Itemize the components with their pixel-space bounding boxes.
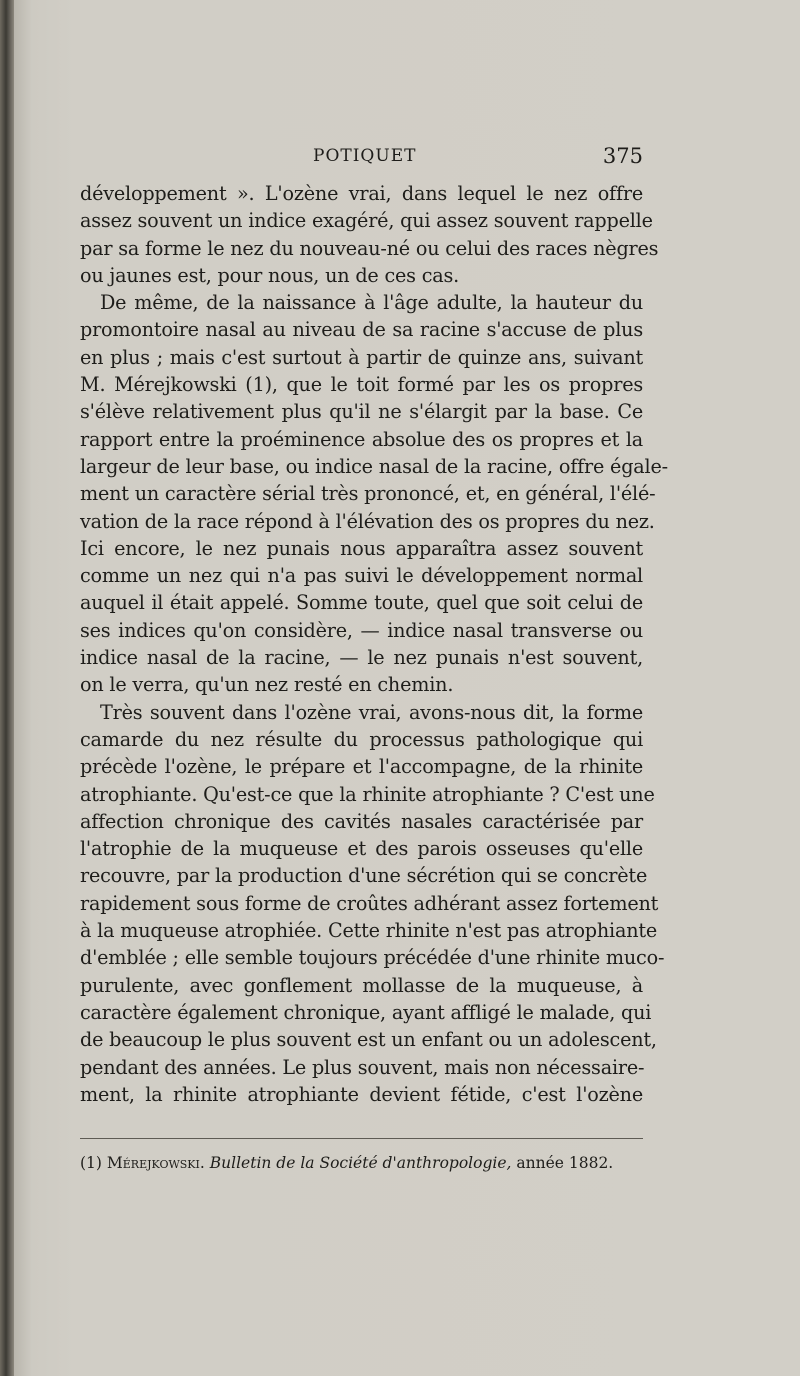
text-line: indice nasal de la racine, — le nez punais n'est souvent, [80,646,643,670]
text-line: de beaucoup le plus souvent est un enfant ou un adolescent, [80,1028,657,1052]
text-line: affection chronique des cavités nasales caractérisée par [80,809,643,833]
footnote-work-title: Bulletin de la Société d'anthropologie, [209,1154,512,1172]
text-line: ment, la rhinite atrophiante devient fétide, c'est l'ozène [80,1082,643,1106]
text-line: M. Mérejkowski (1), que le toit formé par les os propres [80,373,643,397]
running-head: POTIQUET [313,146,417,166]
text-line: Très souvent dans l'ozène vrai, avons-nous dit, la forme [100,700,643,724]
text-line: rapidement sous forme de croûtes adhérant assez fortement [80,891,659,915]
footnote-divider [80,1138,643,1139]
text-line: vation de la race répond à l'élévation des os propres du nez. [80,509,655,533]
footnote [80,1154,643,1172]
text-line: auquel il était appelé. Somme toute, quel que soit celui de [80,591,643,615]
text-line: largeur de leur base, ou indice nasal de la racine, offre égale- [80,454,668,478]
text-line: d'emblée ; elle semble toujours précédée d'une rhinite muco- [80,946,665,970]
text-line: l'atrophie de la muqueuse et des parois osseuses qu'elle [80,837,643,861]
text-line: en plus ; mais c'est surtout à partir de quinze ans, suivant [80,345,643,369]
text-line: De même, de la naissance à l'âge adulte, la hauteur du [100,291,643,315]
page-number: 375 [602,144,643,168]
text-line: atrophiante. Qu'est-ce que la rhinite atrophiante ? C'est une [80,782,655,806]
text-line: s'élève relativement plus qu'il ne s'élargit par la base. Ce [80,400,643,424]
text-line: promontoire nasal au niveau de sa racine s'accuse de plus [80,318,643,342]
text-line: par sa forme le nez du nouveau-né ou celui des races nègres [80,236,659,260]
text-line: ses indices qu'on considère, — indice nasal transverse ou [80,618,643,642]
text-line: purulente, avec gonflement mollasse de la muqueuse, à [80,973,643,997]
text-line: caractère également chronique, ayant affligé le malade, qui [80,1000,652,1024]
footnote-author: Mérejkowski. [106,1154,205,1172]
text-line: comme un nez qui n'a pas suivi le développement normal [80,564,643,588]
body-text [80,180,668,1108]
text-line: pendant des années. Le plus souvent, mais non nécessaire- [80,1055,645,1079]
text-line: on le verra, qu'un nez resté en chemin. [80,673,454,697]
text-line: Ici encore, le nez punais nous apparaîtra assez souvent [80,536,643,560]
text-line: à la muqueuse atrophiée. Cette rhinite n'est pas atrophiante [80,919,658,943]
text-line: recouvre, par la production d'une sécrétion qui se concrète [80,864,648,888]
text-line: rapport entre la proéminence absolue des os propres et la [80,427,643,451]
page-header [0,146,800,174]
text-line: camarde du nez résulte du processus pathologique qui [80,727,643,751]
book-binding-edge [0,0,14,1376]
footnote-details: année 1882. [516,1154,614,1172]
text-line: ou jaunes est, pour nous, un de ces cas. [80,263,460,287]
text-line: développement ». L'ozène vrai, dans lequel le nez offre [80,182,643,205]
text-line: assez souvent un indice exagéré, qui assez souvent rappelle [80,209,653,233]
text-line: précède l'ozène, le prépare et l'accompagne, de la rhinite [80,755,643,779]
footnote-marker: (1) [80,1154,102,1172]
text-line: ment un caractère sérial très prononcé, et, en général, l'élé- [80,482,656,506]
